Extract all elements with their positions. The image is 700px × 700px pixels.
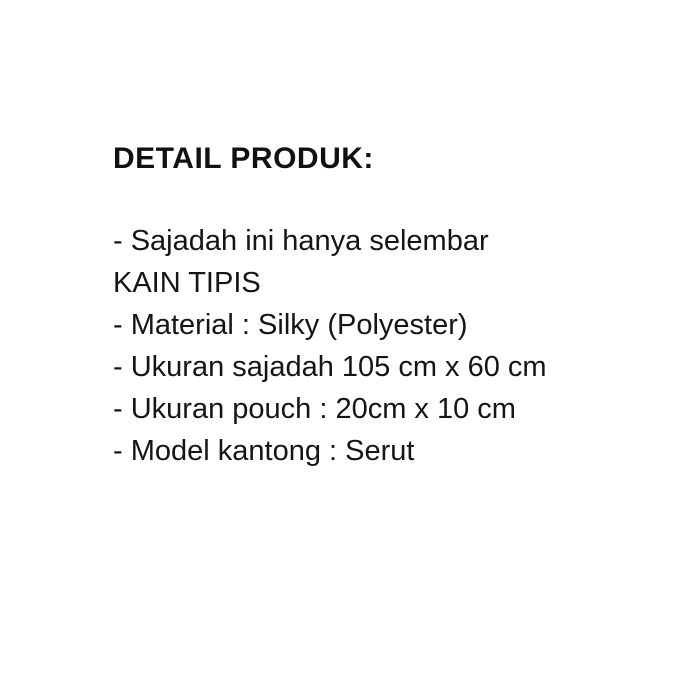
product-detail-heading: DETAIL PRODUK: [113,142,374,175]
detail-line-material: - Material : Silky (Polyester) [113,309,468,341]
detail-line-sajadah: - Sajadah ini hanya selembar [113,225,489,257]
detail-line-ukuran-sajadah: - Ukuran sajadah 105 cm x 60 cm [113,351,547,383]
product-detail-list [113,220,633,472]
detail-line-kain-tipis: KAIN TIPIS [113,267,261,299]
detail-line-model-kantong: - Model kantong : Serut [113,435,415,467]
product-detail-section [113,140,633,472]
detail-line-ukuran-pouch: - Ukuran pouch : 20cm x 10 cm [113,393,516,425]
